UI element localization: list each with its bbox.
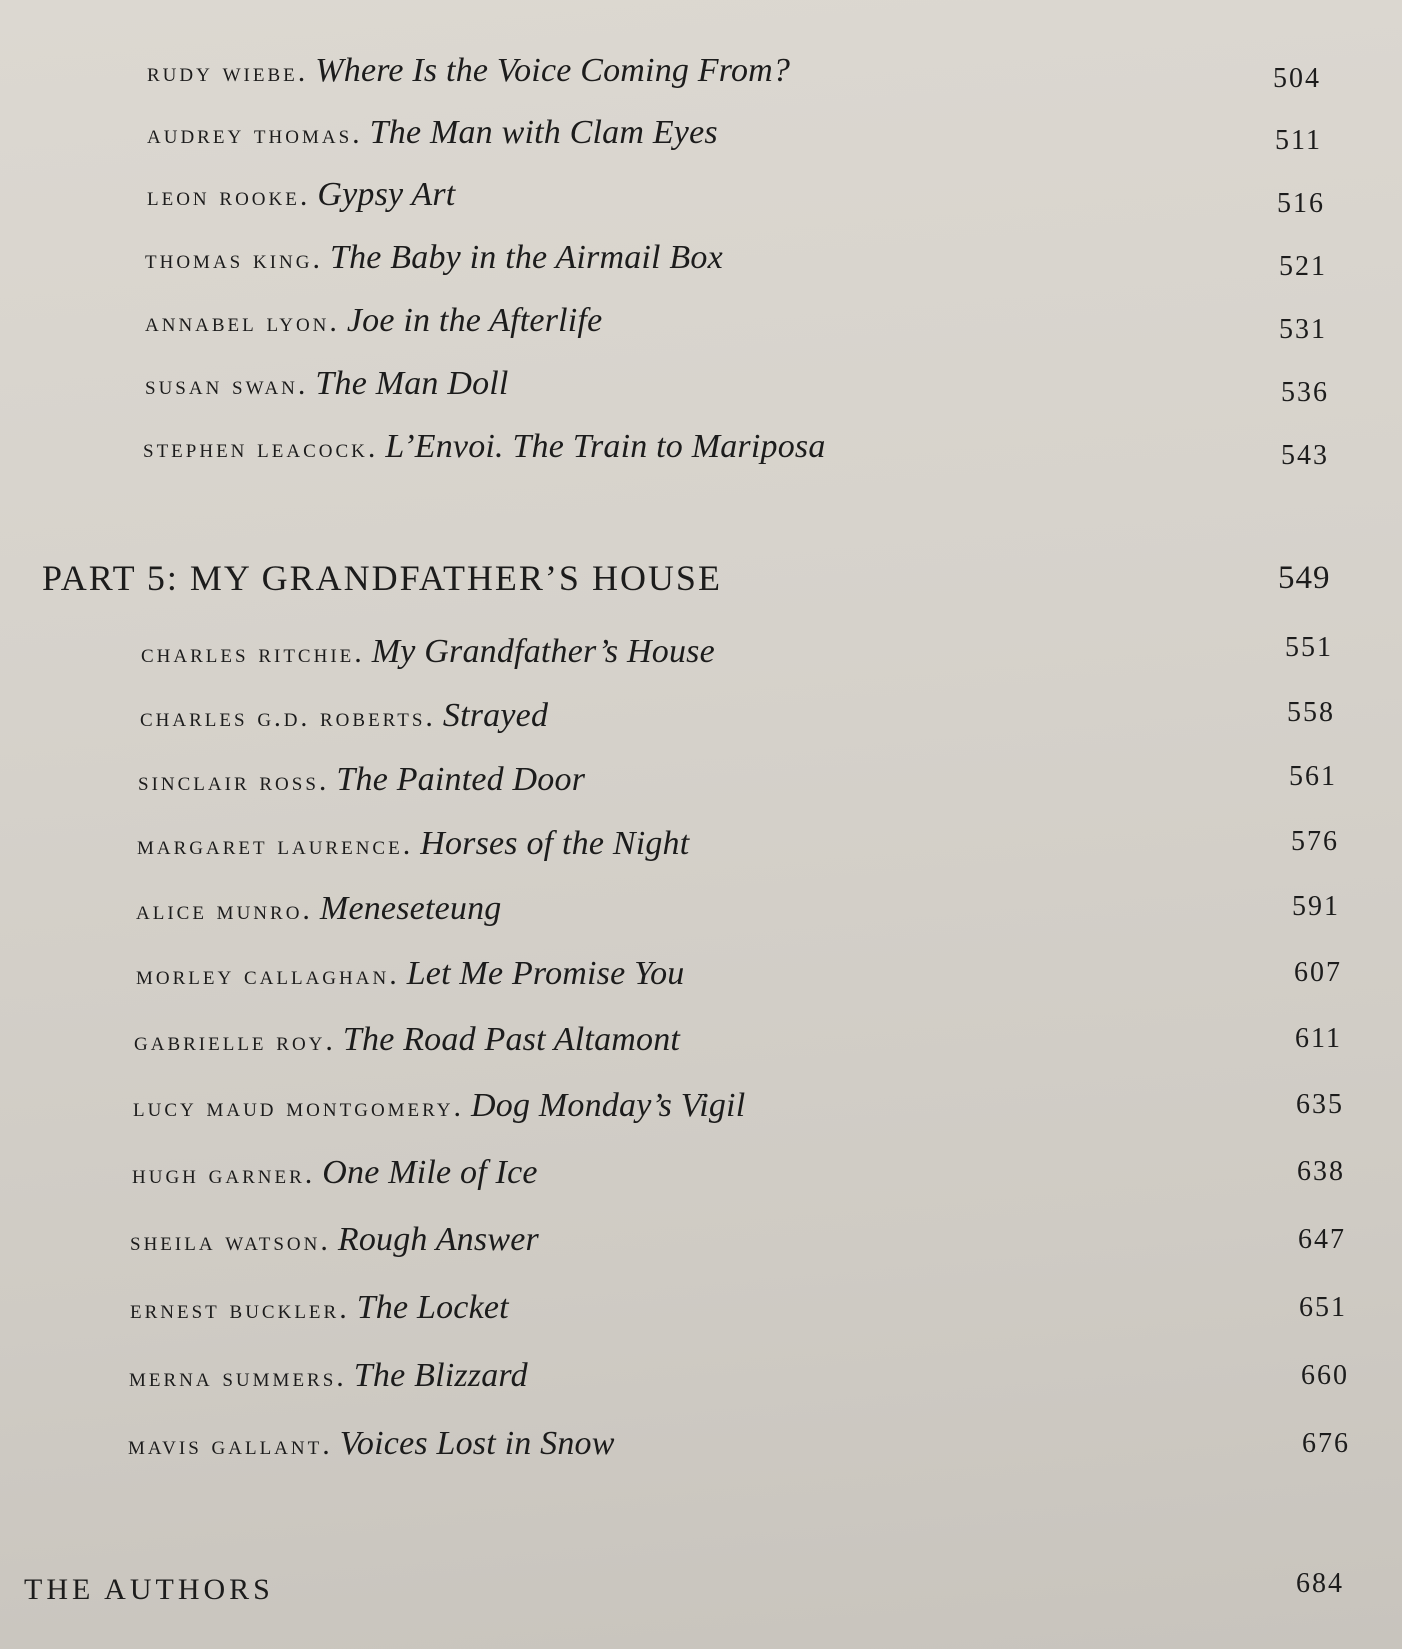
entry-author: hugh garner	[132, 1159, 305, 1189]
entry-page-number: 607	[1294, 957, 1342, 988]
entry-separator: .	[312, 242, 320, 275]
entry-title: Dog Monday’s Vigil	[471, 1087, 746, 1124]
toc-entry	[130, 1221, 539, 1277]
entry-title: The Man Doll	[315, 365, 509, 402]
entry-separator: .	[389, 958, 397, 991]
entry-title: Strayed	[442, 697, 549, 734]
entry-separator: .	[329, 305, 337, 338]
entry-author: charles g.d. roberts	[140, 702, 426, 732]
entry-title: The Baby in the Airmail Box	[329, 239, 723, 276]
toc-entry	[136, 890, 502, 946]
entry-title: The Blizzard	[353, 1357, 528, 1394]
entry-separator: .	[325, 1024, 333, 1057]
entry-author: sinclair ross	[138, 766, 319, 796]
entry-separator: .	[297, 55, 306, 88]
entry-separator: .	[297, 368, 306, 401]
entry-page-number: 543	[1281, 440, 1329, 471]
entry-page-number: 676	[1302, 1428, 1350, 1459]
entry-separator: .	[354, 636, 362, 669]
entry-author: ernest buckler	[130, 1294, 340, 1324]
entry-author: charles ritchie	[141, 638, 355, 668]
entry-title: L’Envoi. The Train to Mariposa	[385, 428, 826, 465]
part-page-number: 549	[1278, 560, 1331, 596]
entry-author: lucy maud montgomery	[133, 1092, 454, 1122]
entry-page-number: 516	[1277, 188, 1325, 219]
entry-separator: .	[322, 1428, 330, 1461]
entry-title: Horses of the Night	[420, 825, 690, 862]
entry-separator: .	[402, 828, 411, 861]
toc-entry	[147, 114, 718, 170]
entry-title: My Grandfather’s House	[371, 633, 715, 670]
part-heading: PART 5: MY GRANDFATHER’S HOUSE	[42, 558, 722, 598]
toc-entry	[147, 176, 455, 232]
entry-separator: .	[302, 893, 310, 926]
entry-author: leon rooke	[147, 181, 300, 211]
toc-entry	[141, 633, 715, 689]
toc-entry	[128, 1425, 615, 1481]
entry-title: The Man with Clam Eyes	[369, 114, 718, 151]
entry-author: gabrielle roy	[134, 1026, 326, 1056]
entry-title: Gypsy Art	[317, 176, 456, 213]
entry-page-number: 638	[1297, 1156, 1345, 1187]
toc-entry	[137, 825, 689, 881]
toc-entry	[133, 1087, 745, 1143]
entry-page-number: 521	[1279, 251, 1327, 282]
entry-separator: .	[352, 117, 360, 150]
entry-author: stephen leacock	[143, 433, 368, 463]
entry-title: Voices Lost in Snow	[339, 1425, 615, 1462]
entry-author: mavis gallant	[128, 1430, 323, 1460]
entry-page-number: 536	[1281, 377, 1329, 408]
entry-page-number: 647	[1298, 1224, 1346, 1255]
toc-entry	[145, 365, 509, 421]
entry-separator: .	[453, 1090, 462, 1123]
toc-entry	[147, 52, 790, 108]
entry-title: Where Is the Voice Coming From?	[315, 52, 791, 89]
toc-entry	[143, 428, 826, 484]
entry-page-number: 611	[1295, 1023, 1342, 1054]
entry-title: Meneseteung	[319, 890, 502, 927]
entry-separator: .	[304, 1157, 313, 1190]
entry-title: The Locket	[356, 1289, 509, 1326]
entry-page-number: 561	[1289, 761, 1337, 792]
toc-entry	[134, 1021, 680, 1077]
entry-separator: .	[367, 431, 376, 464]
entry-page-number: 551	[1285, 632, 1333, 663]
entry-title: Let Me Promise You	[406, 955, 685, 992]
entry-author: thomas king	[145, 244, 313, 274]
entry-separator: .	[318, 764, 327, 797]
entry-author: merna summers	[129, 1362, 337, 1392]
entry-separator: .	[320, 1224, 328, 1257]
entry-title: Rough Answer	[337, 1221, 539, 1258]
entry-page-number: 576	[1291, 826, 1339, 857]
entry-page-number: 511	[1275, 125, 1322, 156]
entry-separator: .	[299, 179, 308, 212]
entry-page-number: 504	[1273, 63, 1321, 94]
entry-page-number: 591	[1292, 891, 1340, 922]
toc-entry	[140, 697, 548, 753]
authors-heading: THE AUTHORS	[24, 1573, 274, 1606]
entry-title: One Mile of Ice	[322, 1154, 538, 1191]
toc-entry	[138, 761, 585, 817]
entry-page-number: 531	[1279, 314, 1327, 345]
entry-page-number: 635	[1296, 1089, 1344, 1120]
entry-separator: .	[425, 700, 433, 733]
authors-page-number: 684	[1296, 1568, 1344, 1599]
toc-entry	[130, 1289, 509, 1345]
entry-separator: .	[339, 1292, 347, 1325]
entry-author: audrey thomas	[147, 119, 353, 149]
entry-author: susan swan	[145, 370, 298, 400]
entry-page-number: 558	[1287, 697, 1335, 728]
toc-entry	[145, 302, 602, 358]
entry-page-number: 651	[1299, 1292, 1347, 1323]
toc-entry	[129, 1357, 528, 1413]
toc-entry	[136, 955, 685, 1011]
entry-author: rudy wiebe	[147, 57, 298, 87]
entry-page-number: 660	[1301, 1360, 1349, 1391]
entry-separator: .	[336, 1360, 344, 1393]
entry-title: Joe in the Afterlife	[346, 302, 603, 339]
entry-author: alice munro	[136, 895, 303, 925]
entry-title: The Painted Door	[336, 761, 586, 798]
entry-title: The Road Past Altamont	[342, 1021, 681, 1058]
toc-entry	[132, 1154, 538, 1210]
entry-author: morley callaghan	[136, 960, 390, 990]
entry-author: annabel lyon	[145, 307, 330, 337]
entry-author: margaret laurence	[137, 830, 403, 860]
entry-author: sheila watson	[130, 1226, 321, 1256]
toc-entry	[145, 239, 723, 295]
